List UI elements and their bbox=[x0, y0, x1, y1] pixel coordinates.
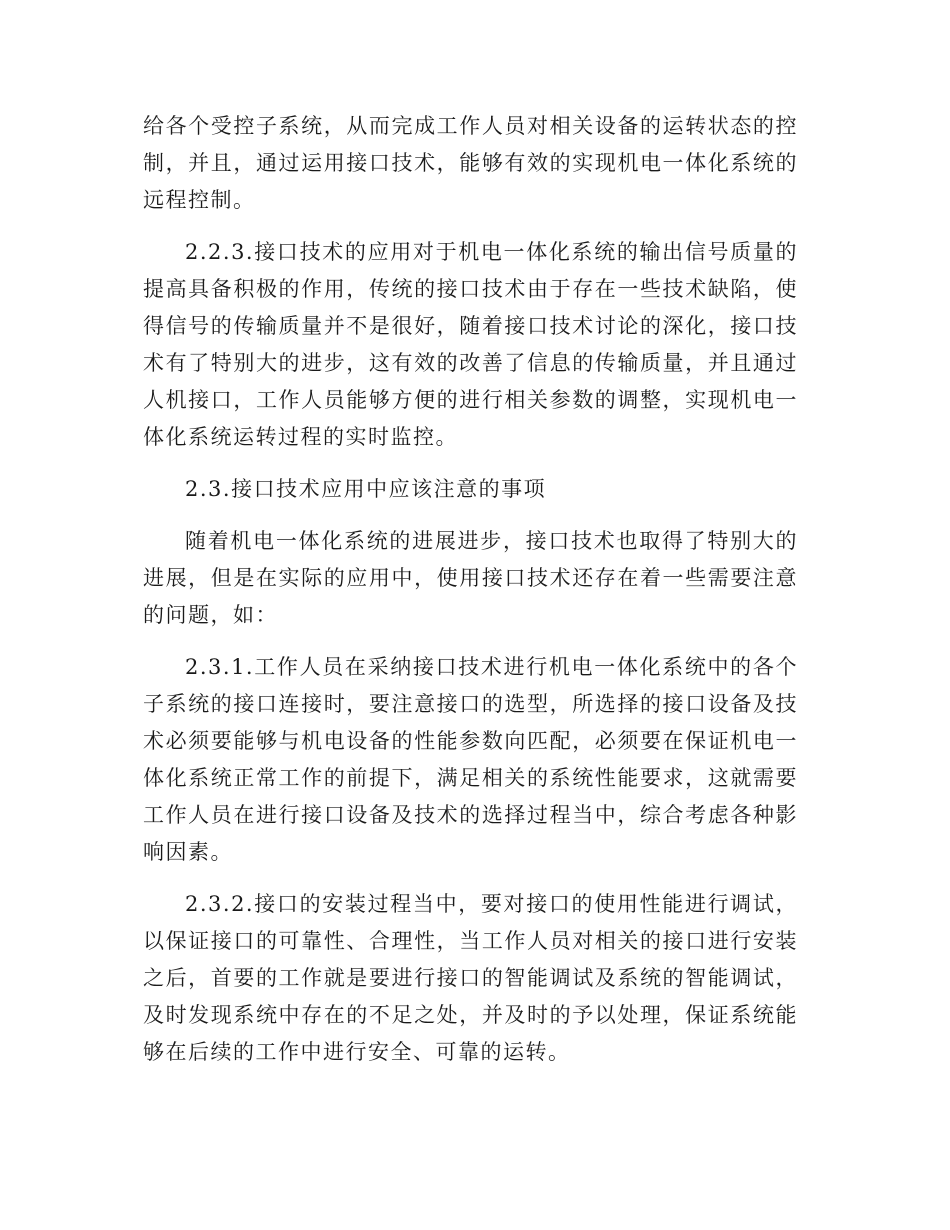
paragraph-continuation: 给各个受控子系统，从而完成工作人员对相关设备的运转状态的控制，并且，通过运用接口技术，能够有效的实现机电一体化系统的远程控制。 bbox=[143, 114, 798, 212]
document-body bbox=[143, 108, 798, 1086]
paragraph-intro-2-3: 随着机电一体化系统的进展进步，接口技术也取得了特别大的进展，但是在实际的应用中，使用接口技术还存在着一些需要注意的问题，如： bbox=[143, 529, 798, 627]
paragraph-2-3-1: 2.3.1.工作人员在采纳接口技术进行机电一体化系统中的各个子系统的接口连接时，要注意接口的选型，所选择的接口设备及技术必须要能够与机电设备的性能参数向匹配，必须要在保证机电一体化系统正常工作的前提下，满足相关的系统性能要求，这就需要工作人员在进行接口设备及技术的选择过程当中，综合考虑各种影响因素。 bbox=[143, 655, 798, 864]
paragraph-2-3-2: 2.3.2.接口的安装过程当中，要对接口的使用性能进行调试，以保证接口的可靠性、合理性，当工作人员对相关的接口进行安装之后，首要的工作就是要进行接口的智能调试及系统的智能调试，及时发现系统中存在的不足之处，并及时的予以处理，保证系统能够在后续的工作中进行安全、可靠的运转。 bbox=[143, 892, 798, 1064]
paragraph-2-2-3: 2.2.3.接口技术的应用对于机电一体化系统的输出信号质量的提高具备积极的作用，传统的接口技术由于存在一些技术缺陷，使得信号的传输质量并不是很好，随着接口技术讨论的深化，接口技术有了特别大的进步，这有效的改善了信息的传输质量，并且通过人机接口，工作人员能够方便的进行相关参数的调整，实现机电一体化系统运转过程的实时监控。 bbox=[143, 240, 798, 449]
section-heading-2-3: 2.3.接口技术应用中应该注意的事项 bbox=[185, 477, 547, 501]
